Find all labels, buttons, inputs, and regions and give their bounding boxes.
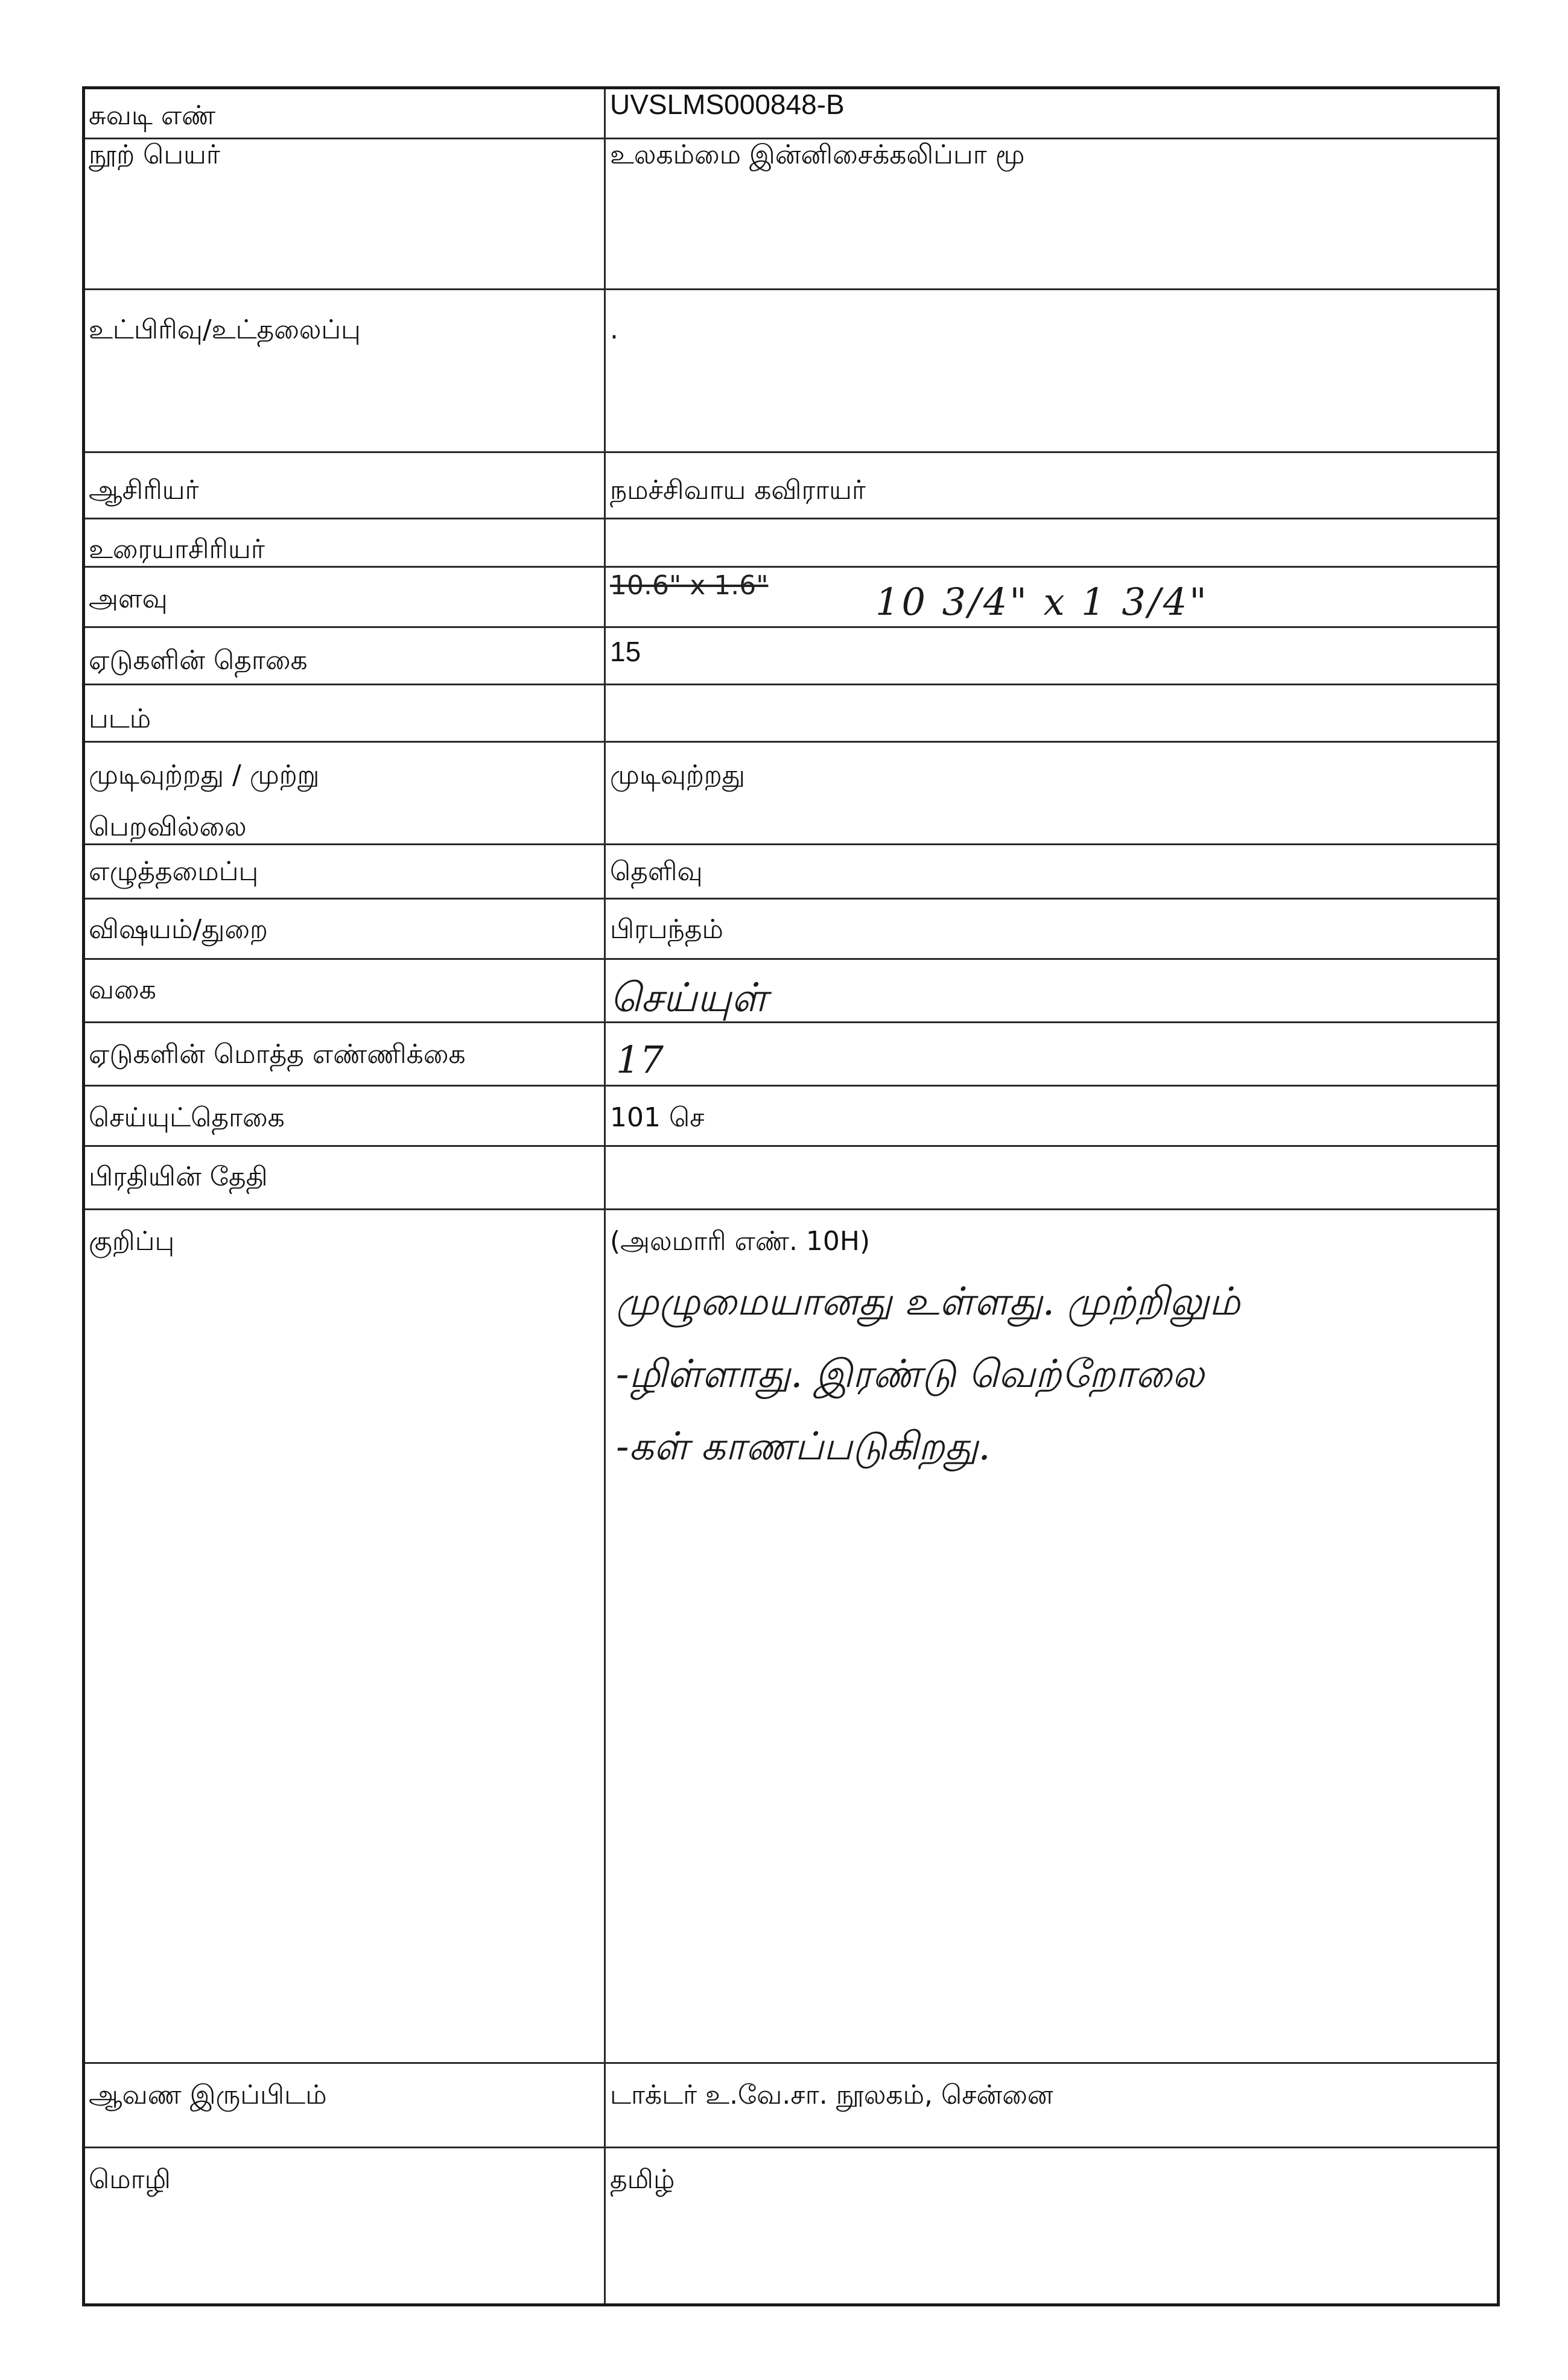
label-author: ஆசிரியர் [89, 475, 199, 506]
label-language: மொழி [89, 2164, 171, 2195]
label-leaf-count: ஏடுகளின் தொகை [89, 645, 308, 676]
value-completion: முடிவுற்றது [610, 760, 746, 790]
label-notes: குறிப்பு [89, 1226, 175, 1257]
row-manuscript-number [85, 89, 1497, 138]
value-size-handwritten: 10 3/4" x 1 3/4" [875, 580, 1209, 624]
value-leaf-count: 15 [610, 636, 641, 667]
row-copy-date [85, 1145, 1497, 1208]
label-manuscript-number: சுவடி எண் [89, 100, 216, 131]
value-repository: டாக்டர் உ.வே.சா. நூலகம், சென்னை [610, 2080, 1053, 2110]
value-type-handwritten: செய்யுள் [610, 974, 767, 1021]
value-size-printed: 10.6" x 1.6" [610, 570, 769, 601]
value-subject: பிரபந்தம் [610, 914, 723, 945]
row-subject [85, 898, 1497, 958]
value-script: தெளிவு [610, 856, 703, 887]
row-picture [85, 684, 1497, 741]
notes-handwritten-line-3: -கள் காணப்படுகிறது. [616, 1424, 991, 1469]
value-language: தமிழ் [610, 2164, 675, 2195]
value-author: நமச்சிவாய கவிராயர் [610, 475, 866, 506]
row-repository [85, 2062, 1497, 2147]
label-subject: விஷயம்/துறை [89, 914, 268, 945]
label-picture: படம் [89, 703, 151, 734]
label-size: அளவு [89, 583, 168, 614]
label-copy-date: பிரதியின் தேதி [89, 1161, 268, 1192]
label-repository: ஆவண இருப்பிடம் [89, 2080, 327, 2110]
label-verse-count: செய்யுட்தொகை [89, 1102, 285, 1133]
value-verse-count: 101 செ [610, 1102, 705, 1133]
row-language [85, 2147, 1497, 2303]
label-type: வகை [89, 974, 156, 1005]
row-leaf-count [85, 626, 1497, 684]
value-total-leaves-handwritten: 17 [616, 1038, 664, 1082]
label-script: எழுத்தமைப்பு [89, 856, 259, 887]
value-notes-printed: (அலமாரி எண். 10H) [610, 1226, 871, 1257]
row-author [85, 451, 1497, 518]
notes-handwritten-line-1: முழுமையானது உள்ளது. முற்றிலும் [616, 1280, 1240, 1324]
row-script [85, 843, 1497, 898]
label-completion: முடிவுற்றது / முற்று [89, 760, 320, 790]
row-verse-count [85, 1085, 1497, 1145]
row-size [85, 566, 1497, 626]
row-total-leaves [85, 1021, 1497, 1085]
row-title [85, 138, 1497, 288]
label-title: நூற் பெயர் [89, 139, 220, 170]
value-title: உலகம்மை இன்னிசைக்கலிப்பா மூ [610, 139, 1025, 170]
value-subdivision: . [610, 314, 618, 345]
row-commentator [85, 518, 1497, 566]
row-type [85, 958, 1497, 1021]
notes-handwritten-line-2: -ழிள்ளாது. இரண்டு வெற்றோலை [616, 1352, 1204, 1397]
value-manuscript-number: UVSLMS000848-B [610, 89, 845, 120]
label-subdivision: உட்பிரிவு/உட்தலைப்பு [89, 314, 361, 345]
label-total-leaves: ஏடுகளின் மொத்த எண்ணிக்கை [89, 1039, 466, 1070]
row-notes [85, 1208, 1497, 2062]
label-commentator: உரையாசிரியர் [89, 534, 265, 565]
row-completion [85, 741, 1497, 843]
row-subdivision [85, 288, 1497, 451]
label-completion-line2: பெறவில்லை [89, 811, 247, 842]
catalog-sheet [82, 86, 1500, 2306]
